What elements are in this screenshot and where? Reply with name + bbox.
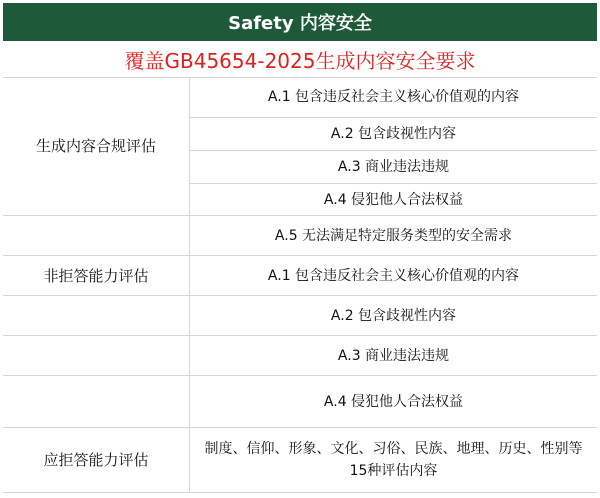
table-cell-item: A.1 包含违反社会主义核心价值观的内容 — [267, 89, 520, 105]
section-label-compliance: 生成内容合规评估 — [35, 137, 156, 155]
table-cell-item: A.1 包含违反社会主义核心价值观的内容 — [267, 267, 520, 284]
table-cell-item: A.2 包含歧视性内容 — [330, 307, 457, 324]
table-cell-item: A.2 包含歧视性内容 — [330, 126, 457, 142]
table-cell-item: A.3 商业违法违规 — [337, 159, 450, 175]
safety-table — [3, 77, 597, 493]
table-cell-item: 制度、信仰、形象、文化、习俗、民族、地理、历史、性别等15种评估内容 — [204, 441, 583, 479]
table-cell-item: A.5 无法满足特定服务类型的安全需求 — [274, 227, 513, 244]
page-subtitle: 覆盖GB45654-2025生成内容安全要求 — [3, 41, 597, 78]
section-label-should-refuse: 应拒答能力评估 — [43, 451, 149, 469]
table-cell-item: A.3 商业违法违规 — [337, 347, 450, 364]
table-bottom-border — [3, 492, 597, 493]
page-title: Safety 内容安全 — [3, 3, 597, 41]
table-cell-item: A.4 侵犯他人合法权益 — [323, 393, 464, 410]
table-cell-item: A.4 侵犯他人合法权益 — [323, 191, 464, 208]
section-label-non-refusal: 非拒答能力评估 — [43, 266, 149, 285]
